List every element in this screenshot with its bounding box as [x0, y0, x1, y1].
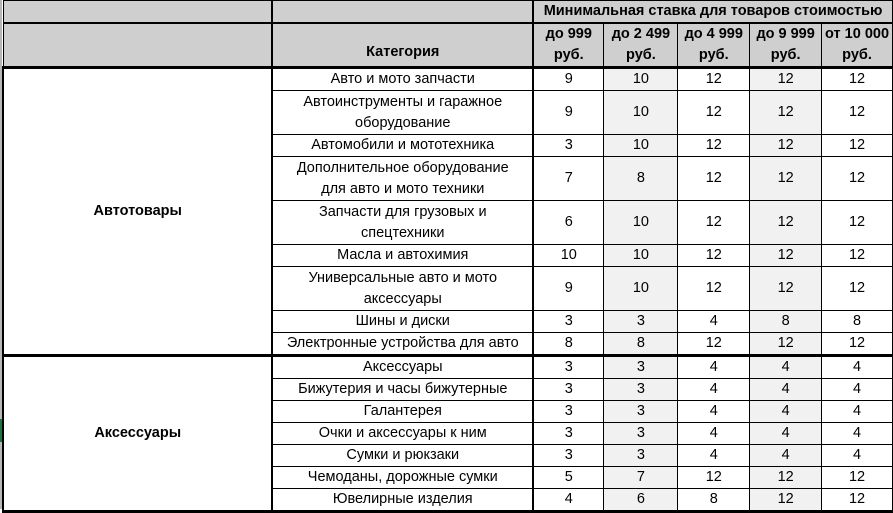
- rate-cell: 12: [822, 157, 893, 201]
- header-row-title: [3, 1, 893, 24]
- rate-cell: 12: [678, 157, 750, 201]
- rate-cell: 8: [750, 311, 822, 333]
- rate-cell: 4: [822, 423, 893, 445]
- rate-cell: 4: [750, 356, 822, 379]
- rate-cell: 9: [533, 91, 604, 135]
- category-cell: Масла и автохимия: [272, 245, 533, 267]
- category-cell: Универсальные авто и мото аксессуары: [272, 267, 533, 311]
- header-price-col-4: до 9 999 руб.: [750, 23, 822, 68]
- category-cell: Сумки и рюкзаки: [272, 445, 533, 467]
- rate-cell: 3: [533, 311, 604, 333]
- rate-cell: 7: [533, 157, 604, 201]
- rate-cell: 4: [750, 445, 822, 467]
- rate-cell: 9: [533, 68, 604, 91]
- rate-cell: 4: [750, 423, 822, 445]
- table-row: [3, 356, 893, 379]
- rate-cell: 4: [678, 423, 750, 445]
- rate-cell: 12: [750, 91, 822, 135]
- category-cell: Аксессуары: [272, 356, 533, 379]
- rate-cell: 12: [822, 333, 893, 356]
- rate-cell: 4: [533, 489, 604, 512]
- rate-cell: 4: [678, 379, 750, 401]
- rate-cell: 3: [604, 379, 678, 401]
- rate-cell: 12: [822, 201, 893, 245]
- header-price-col-1: до 999 руб.: [533, 23, 604, 68]
- rate-cell: 3: [533, 445, 604, 467]
- category-cell: Автоинструменты и гаражное оборудование: [272, 91, 533, 135]
- rate-cell: 8: [678, 489, 750, 512]
- rate-cell: 8: [604, 157, 678, 201]
- category-cell: Автомобили и мототехника: [272, 135, 533, 157]
- category-cell: Ювелирные изделия: [272, 489, 533, 512]
- category-cell: Дополнительное оборудование для авто и мото техники: [272, 157, 533, 201]
- header-title: Минимальная ставка для товаров стоимостью: [533, 1, 892, 24]
- rate-cell: 3: [533, 379, 604, 401]
- rate-cell: 5: [533, 467, 604, 489]
- header-category: Категория: [272, 23, 533, 68]
- rate-cell: 12: [678, 201, 750, 245]
- rate-cell: 7: [604, 467, 678, 489]
- rate-cell: 3: [604, 356, 678, 379]
- rate-cell: 6: [533, 201, 604, 245]
- rate-cell: 3: [533, 135, 604, 157]
- rate-cell: 12: [750, 245, 822, 267]
- rate-cell: 12: [678, 91, 750, 135]
- rate-cell: 12: [678, 135, 750, 157]
- header-row-columns: [3, 23, 893, 68]
- rate-cell: 12: [822, 68, 893, 91]
- rate-cell: 4: [822, 379, 893, 401]
- rate-cell: 12: [678, 267, 750, 311]
- table-row: [3, 68, 893, 91]
- rate-cell: 3: [533, 423, 604, 445]
- category-cell: Электронные устройства для авто: [272, 333, 533, 356]
- category-cell: Запчасти для грузовых и спецтехники: [272, 201, 533, 245]
- rate-cell: 4: [678, 311, 750, 333]
- header-blank-cell: [3, 1, 272, 24]
- group-name-cell: Аксессуары: [3, 356, 272, 512]
- rate-cell: 10: [533, 245, 604, 267]
- rate-cell: 10: [604, 68, 678, 91]
- rate-cell: 4: [822, 401, 893, 423]
- rate-cell: 12: [750, 467, 822, 489]
- header-blank-cell: [272, 1, 533, 24]
- rate-cell: 3: [604, 445, 678, 467]
- category-cell: Шины и диски: [272, 311, 533, 333]
- category-cell: Галантерея: [272, 401, 533, 423]
- rate-cell: 12: [750, 68, 822, 91]
- rate-cell: 3: [533, 356, 604, 379]
- rate-cell: 12: [822, 489, 893, 512]
- category-cell: Бижутерия и часы бижутерные: [272, 379, 533, 401]
- rate-cell: 4: [750, 401, 822, 423]
- rate-cell: 10: [604, 91, 678, 135]
- rate-cell: 12: [678, 68, 750, 91]
- group-name-cell: Автотовары: [3, 68, 272, 356]
- rate-cell: 12: [750, 201, 822, 245]
- rate-cell: 12: [822, 267, 893, 311]
- header-price-col-2: до 2 499 руб.: [604, 23, 678, 68]
- rate-cell: 3: [604, 311, 678, 333]
- rate-cell: 12: [822, 91, 893, 135]
- rate-cell: 12: [678, 333, 750, 356]
- rate-cell: 12: [822, 467, 893, 489]
- rate-cell: 8: [604, 333, 678, 356]
- rate-cell: 8: [533, 333, 604, 356]
- rate-cell: 12: [750, 489, 822, 512]
- commission-rates-table: [2, 0, 893, 513]
- rate-cell: 4: [678, 445, 750, 467]
- rate-cell: 12: [822, 135, 893, 157]
- rate-cell: 8: [822, 311, 893, 333]
- rate-cell: 4: [822, 356, 893, 379]
- header-blank-cell: [3, 23, 272, 68]
- rate-cell: 10: [604, 267, 678, 311]
- rate-cell: 4: [822, 445, 893, 467]
- rate-cell: 12: [678, 245, 750, 267]
- rate-cell: 12: [822, 245, 893, 267]
- rate-cell: 10: [604, 245, 678, 267]
- rate-cell: 4: [678, 356, 750, 379]
- category-cell: Очки и аксессуары к ним: [272, 423, 533, 445]
- rate-cell: 10: [604, 201, 678, 245]
- rate-cell: 10: [604, 135, 678, 157]
- rate-cell: 3: [533, 401, 604, 423]
- rate-cell: 12: [750, 333, 822, 356]
- rate-cell: 12: [750, 157, 822, 201]
- rate-cell: 12: [678, 467, 750, 489]
- rate-cell: 9: [533, 267, 604, 311]
- category-cell: Авто и мото запчасти: [272, 68, 533, 91]
- rate-cell: 12: [750, 267, 822, 311]
- category-cell: Чемоданы, дорожные сумки: [272, 467, 533, 489]
- rate-cell: 12: [750, 135, 822, 157]
- rate-cell: 3: [604, 401, 678, 423]
- rate-cell: 4: [678, 401, 750, 423]
- rate-cell: 6: [604, 489, 678, 512]
- header-price-col-5: от 10 000 руб.: [822, 23, 893, 68]
- rate-cell: 4: [750, 379, 822, 401]
- rate-cell: 3: [604, 423, 678, 445]
- header-price-col-3: до 4 999 руб.: [678, 23, 750, 68]
